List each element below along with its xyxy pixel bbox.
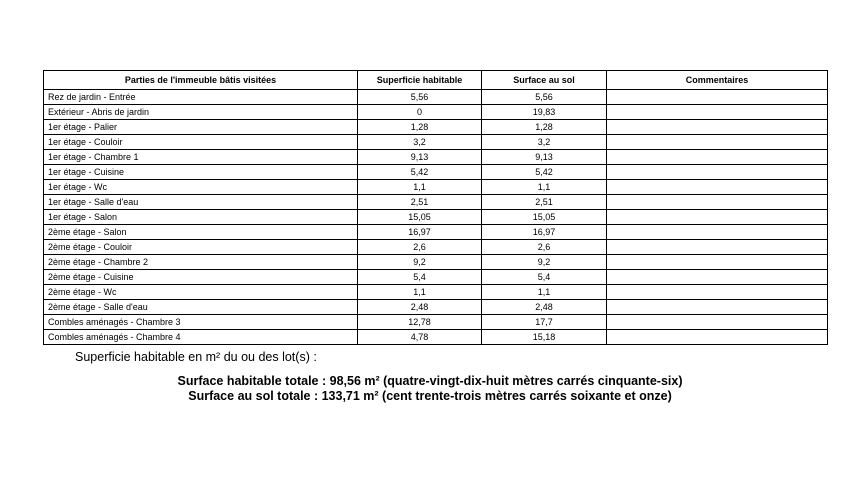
total-habitable: Surface habitable totale : 98,56 m² (quatre-vingt-dix-huit mètres carrés cinquante-six)	[177, 374, 683, 388]
cell-superficie-habitable: 5,42	[358, 165, 482, 180]
cell-surface-au-sol: 9,2	[482, 255, 607, 270]
table-body	[44, 90, 828, 345]
cell-superficie-habitable: 1,28	[358, 120, 482, 135]
cell-commentaire	[607, 330, 828, 345]
cell-commentaire	[607, 120, 828, 135]
cell-surface-au-sol: 5,56	[482, 90, 607, 105]
cell-commentaire	[607, 300, 828, 315]
table-row	[44, 315, 828, 330]
table-row	[44, 150, 828, 165]
cell-commentaire	[607, 270, 828, 285]
cell-commentaire	[607, 195, 828, 210]
cell-surface-au-sol: 9,13	[482, 150, 607, 165]
table-row	[44, 120, 828, 135]
cell-commentaire	[607, 285, 828, 300]
cell-superficie-habitable: 1,1	[358, 180, 482, 195]
cell-commentaire	[607, 165, 828, 180]
header-superficie-habitable: Superficie habitable	[358, 71, 482, 90]
cell-commentaire	[607, 315, 828, 330]
cell-partie: 2ème étage - Wc	[44, 285, 358, 300]
cell-surface-au-sol: 15,18	[482, 330, 607, 345]
cell-superficie-habitable: 2,6	[358, 240, 482, 255]
cell-superficie-habitable: 12,78	[358, 315, 482, 330]
cell-partie: 2ème étage - Chambre 2	[44, 255, 358, 270]
cell-commentaire	[607, 180, 828, 195]
table-header-row	[44, 71, 828, 90]
cell-commentaire	[607, 255, 828, 270]
cell-partie: 1er étage - Palier	[44, 120, 358, 135]
cell-commentaire	[607, 210, 828, 225]
cell-partie: 2ème étage - Salle d'eau	[44, 300, 358, 315]
table-row	[44, 210, 828, 225]
table-row	[44, 135, 828, 150]
table-row	[44, 240, 828, 255]
cell-surface-au-sol: 17,7	[482, 315, 607, 330]
cell-commentaire	[607, 90, 828, 105]
cell-superficie-habitable: 5,56	[358, 90, 482, 105]
cell-partie: 1er étage - Salle d'eau	[44, 195, 358, 210]
cell-surface-au-sol: 2,6	[482, 240, 607, 255]
cell-commentaire	[607, 150, 828, 165]
cell-partie: 1er étage - Chambre 1	[44, 150, 358, 165]
cell-commentaire	[607, 240, 828, 255]
cell-surface-au-sol: 1,1	[482, 285, 607, 300]
cell-partie: 1er étage - Cuisine	[44, 165, 358, 180]
table-row	[44, 195, 828, 210]
cell-superficie-habitable: 16,97	[358, 225, 482, 240]
cell-surface-au-sol: 2,48	[482, 300, 607, 315]
cell-partie: 1er étage - Wc	[44, 180, 358, 195]
table-row	[44, 285, 828, 300]
header-commentaires: Commentaires	[607, 71, 828, 90]
table-row	[44, 255, 828, 270]
total-sol: Surface au sol totale : 133,71 m² (cent trente-trois mètres carrés soixante et onze)	[188, 389, 672, 403]
surfaces-table	[43, 70, 828, 345]
totals-block	[0, 374, 860, 404]
cell-partie: Extérieur - Abris de jardin	[44, 105, 358, 120]
cell-partie: 2ème étage - Cuisine	[44, 270, 358, 285]
cell-surface-au-sol: 1,1	[482, 180, 607, 195]
cell-surface-au-sol: 19,83	[482, 105, 607, 120]
cell-surface-au-sol: 2,51	[482, 195, 607, 210]
cell-superficie-habitable: 3,2	[358, 135, 482, 150]
cell-commentaire	[607, 135, 828, 150]
cell-surface-au-sol: 16,97	[482, 225, 607, 240]
table-row	[44, 330, 828, 345]
cell-commentaire	[607, 225, 828, 240]
table-row	[44, 165, 828, 180]
table-row	[44, 300, 828, 315]
cell-superficie-habitable: 2,51	[358, 195, 482, 210]
cell-surface-au-sol: 1,28	[482, 120, 607, 135]
table-row	[44, 105, 828, 120]
table-row	[44, 90, 828, 105]
cell-partie: Combles aménagés - Chambre 3	[44, 315, 358, 330]
header-surface-au-sol: Surface au sol	[482, 71, 607, 90]
cell-superficie-habitable: 1,1	[358, 285, 482, 300]
cell-partie: Combles aménagés - Chambre 4	[44, 330, 358, 345]
cell-superficie-habitable: 0	[358, 105, 482, 120]
cell-surface-au-sol: 5,4	[482, 270, 607, 285]
cell-surface-au-sol: 5,42	[482, 165, 607, 180]
cell-superficie-habitable: 9,13	[358, 150, 482, 165]
header-parties: Parties de l'immeuble bâtis visitées	[44, 71, 358, 90]
cell-superficie-habitable: 2,48	[358, 300, 482, 315]
cell-surface-au-sol: 15,05	[482, 210, 607, 225]
cell-superficie-habitable: 4,78	[358, 330, 482, 345]
table-row	[44, 270, 828, 285]
cell-partie: 2ème étage - Salon	[44, 225, 358, 240]
cell-commentaire	[607, 105, 828, 120]
cell-superficie-habitable: 15,05	[358, 210, 482, 225]
cell-partie: Rez de jardin - Entrée	[44, 90, 358, 105]
table-row	[44, 225, 828, 240]
surface-intro-text: Superficie habitable en m² du ou des lot(s) :	[75, 350, 317, 364]
cell-superficie-habitable: 9,2	[358, 255, 482, 270]
cell-surface-au-sol: 3,2	[482, 135, 607, 150]
cell-partie: 2ème étage - Couloir	[44, 240, 358, 255]
cell-partie: 1er étage - Salon	[44, 210, 358, 225]
table-row	[44, 180, 828, 195]
cell-partie: 1er étage - Couloir	[44, 135, 358, 150]
cell-superficie-habitable: 5,4	[358, 270, 482, 285]
